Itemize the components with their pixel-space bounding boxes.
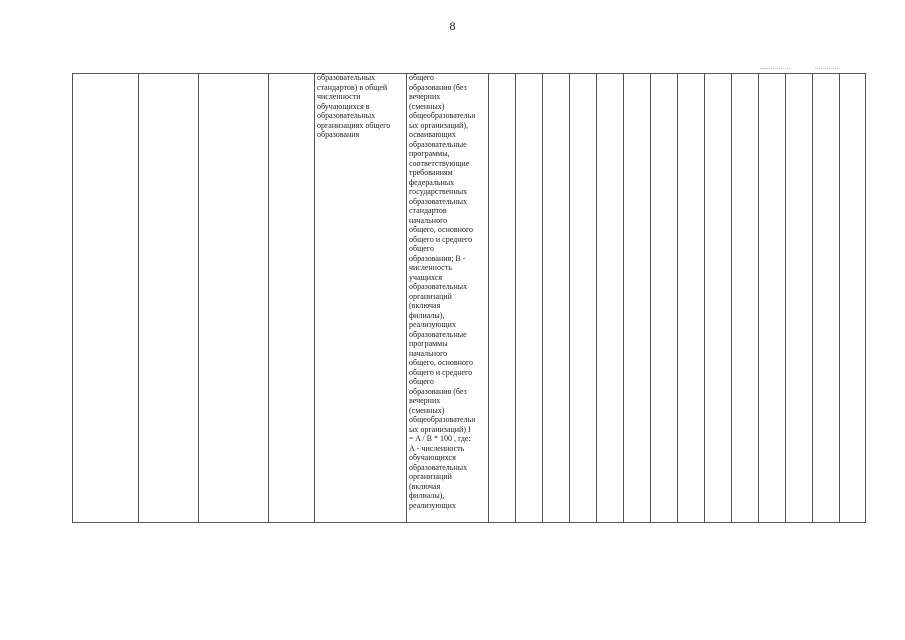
column-line bbox=[650, 73, 651, 522]
column-line bbox=[488, 73, 489, 522]
indicator-name-cell: образовательных стандартов) в общей численности обучающихся в образовательных организациях общего образования bbox=[317, 73, 391, 139]
column-line bbox=[268, 73, 269, 522]
column-line bbox=[138, 73, 139, 522]
column-line bbox=[785, 73, 786, 522]
column-line bbox=[596, 73, 597, 522]
column-line bbox=[677, 73, 678, 522]
column-line bbox=[314, 73, 315, 522]
scan-mark bbox=[815, 68, 840, 69]
column-line bbox=[704, 73, 705, 522]
column-line bbox=[839, 73, 840, 522]
calculation-method-cell: общего образования (без вечерних (сменных) общеобразовательн ых организаций), осваивающих образовательные программы, соответствующие требованиям федеральных государственных образовательных стандартов начального общего, основного общего и среднего общего образования; В - численность учащихся образовательных организаций (включая филиалы), реализующих образовательные программы начального общего, основного общего и среднего общего образования (без вечерних (сменных) общеобразовательн ых организаций) I = A / B * 100 , где: А - численность обучающихся образовательных организаций (включая филиалы), реализующих bbox=[409, 73, 476, 510]
column-line bbox=[812, 73, 813, 522]
column-line bbox=[406, 73, 407, 522]
column-line bbox=[569, 73, 570, 522]
column-line bbox=[72, 73, 73, 522]
column-line bbox=[542, 73, 543, 522]
scan-mark bbox=[760, 68, 790, 69]
column-line bbox=[515, 73, 516, 522]
column-line bbox=[198, 73, 199, 522]
column-line bbox=[623, 73, 624, 522]
table-bottom-border bbox=[72, 522, 866, 523]
column-line bbox=[865, 73, 866, 522]
column-line bbox=[731, 73, 732, 522]
column-line bbox=[758, 73, 759, 522]
indicator-table bbox=[72, 73, 866, 522]
page-number: 8 bbox=[449, 19, 456, 33]
